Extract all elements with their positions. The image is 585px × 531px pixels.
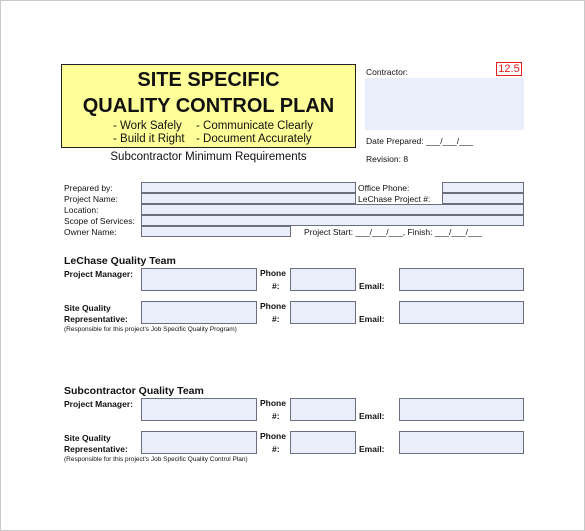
sub-sq-phone-hash: #: bbox=[272, 444, 280, 454]
prepared-by-field[interactable] bbox=[141, 182, 356, 193]
sub-sq-field[interactable] bbox=[141, 431, 257, 454]
lechase-pm-phone-hash: #: bbox=[272, 281, 280, 291]
sub-sq-label-1: Site Quality bbox=[64, 433, 111, 443]
lechase-pm-field[interactable] bbox=[141, 268, 257, 291]
sub-sq-email-label: Email: bbox=[359, 444, 385, 454]
lechase-sq-phone-hash: #: bbox=[272, 314, 280, 324]
sub-pm-label: Project Manager: bbox=[64, 399, 133, 409]
office-phone-field[interactable] bbox=[442, 182, 524, 193]
prepared-by-label: Prepared by: bbox=[64, 183, 113, 193]
motto-document: - Document Accurately bbox=[196, 133, 312, 145]
motto-communicate: - Communicate Clearly bbox=[196, 120, 313, 132]
lechase-pm-label: Project Manager: bbox=[64, 269, 133, 279]
motto-work-safely: - Work Safely bbox=[113, 120, 182, 132]
office-phone-label: Office Phone: bbox=[358, 183, 410, 193]
lechase-sq-label-2: Representative: bbox=[64, 314, 128, 324]
lechase-pm-phone-label: Phone bbox=[260, 268, 286, 278]
sub-sq-phone-label: Phone bbox=[260, 431, 286, 441]
section-number-badge: 12.5 bbox=[496, 62, 522, 76]
sub-pm-email-label: Email: bbox=[359, 411, 385, 421]
subtitle: Subcontractor Minimum Requirements bbox=[110, 151, 307, 163]
project-start-finish: Project Start: ___/___/___, Finish: ___/___/___ bbox=[304, 227, 483, 237]
sub-note: (Responsible for this project's Job Specific Quality Control Plan) bbox=[64, 456, 248, 463]
motto-build: - Build it Right bbox=[113, 133, 185, 145]
lechase-project-label: LeChase Project #: bbox=[358, 194, 431, 204]
contractor-field[interactable] bbox=[365, 78, 524, 130]
lechase-project-field[interactable] bbox=[442, 193, 524, 204]
lechase-sq-label-1: Site Quality bbox=[64, 303, 111, 313]
scope-label: Scope of Services: bbox=[64, 216, 135, 226]
project-name-field[interactable] bbox=[141, 193, 356, 204]
lechase-sq-email-label: Email: bbox=[359, 314, 385, 324]
title-box bbox=[61, 64, 356, 148]
lechase-sq-phone-field[interactable] bbox=[290, 301, 356, 324]
sub-sq-label-2: Representative: bbox=[64, 444, 128, 454]
sub-pm-field[interactable] bbox=[141, 398, 257, 421]
sub-pm-phone-hash: #: bbox=[272, 411, 280, 421]
sub-pm-phone-label: Phone bbox=[260, 398, 286, 408]
lechase-team-heading: LeChase Quality Team bbox=[64, 255, 176, 267]
title-line-2: QUALITY CONTROL PLAN bbox=[82, 95, 335, 117]
sub-sq-phone-field[interactable] bbox=[290, 431, 356, 454]
project-name-label: Project Name: bbox=[64, 194, 118, 204]
lechase-note: (Responsible for this project's Job Specific Quality Program) bbox=[64, 326, 237, 333]
title-line-1: SITE SPECIFIC bbox=[137, 69, 280, 91]
owner-name-label: Owner Name: bbox=[64, 227, 117, 237]
sub-team-heading: Subcontractor Quality Team bbox=[64, 385, 204, 397]
sub-pm-email-field[interactable] bbox=[399, 398, 524, 421]
location-field[interactable] bbox=[141, 204, 524, 215]
lechase-sq-phone-label: Phone bbox=[260, 301, 286, 311]
sub-sq-email-field[interactable] bbox=[399, 431, 524, 454]
lechase-pm-email-field[interactable] bbox=[399, 268, 524, 291]
date-prepared: Date Prepared: ___/___/___ bbox=[366, 136, 474, 146]
sub-pm-phone-field[interactable] bbox=[290, 398, 356, 421]
contractor-label: Contractor: bbox=[366, 67, 409, 77]
owner-name-field[interactable] bbox=[141, 226, 291, 237]
lechase-sq-field[interactable] bbox=[141, 301, 257, 324]
location-label: Location: bbox=[64, 205, 99, 215]
revision: Revision: 8 bbox=[366, 154, 409, 164]
lechase-pm-phone-field[interactable] bbox=[290, 268, 356, 291]
lechase-pm-email-label: Email: bbox=[359, 281, 385, 291]
scope-field[interactable] bbox=[141, 215, 524, 226]
lechase-sq-email-field[interactable] bbox=[399, 301, 524, 324]
